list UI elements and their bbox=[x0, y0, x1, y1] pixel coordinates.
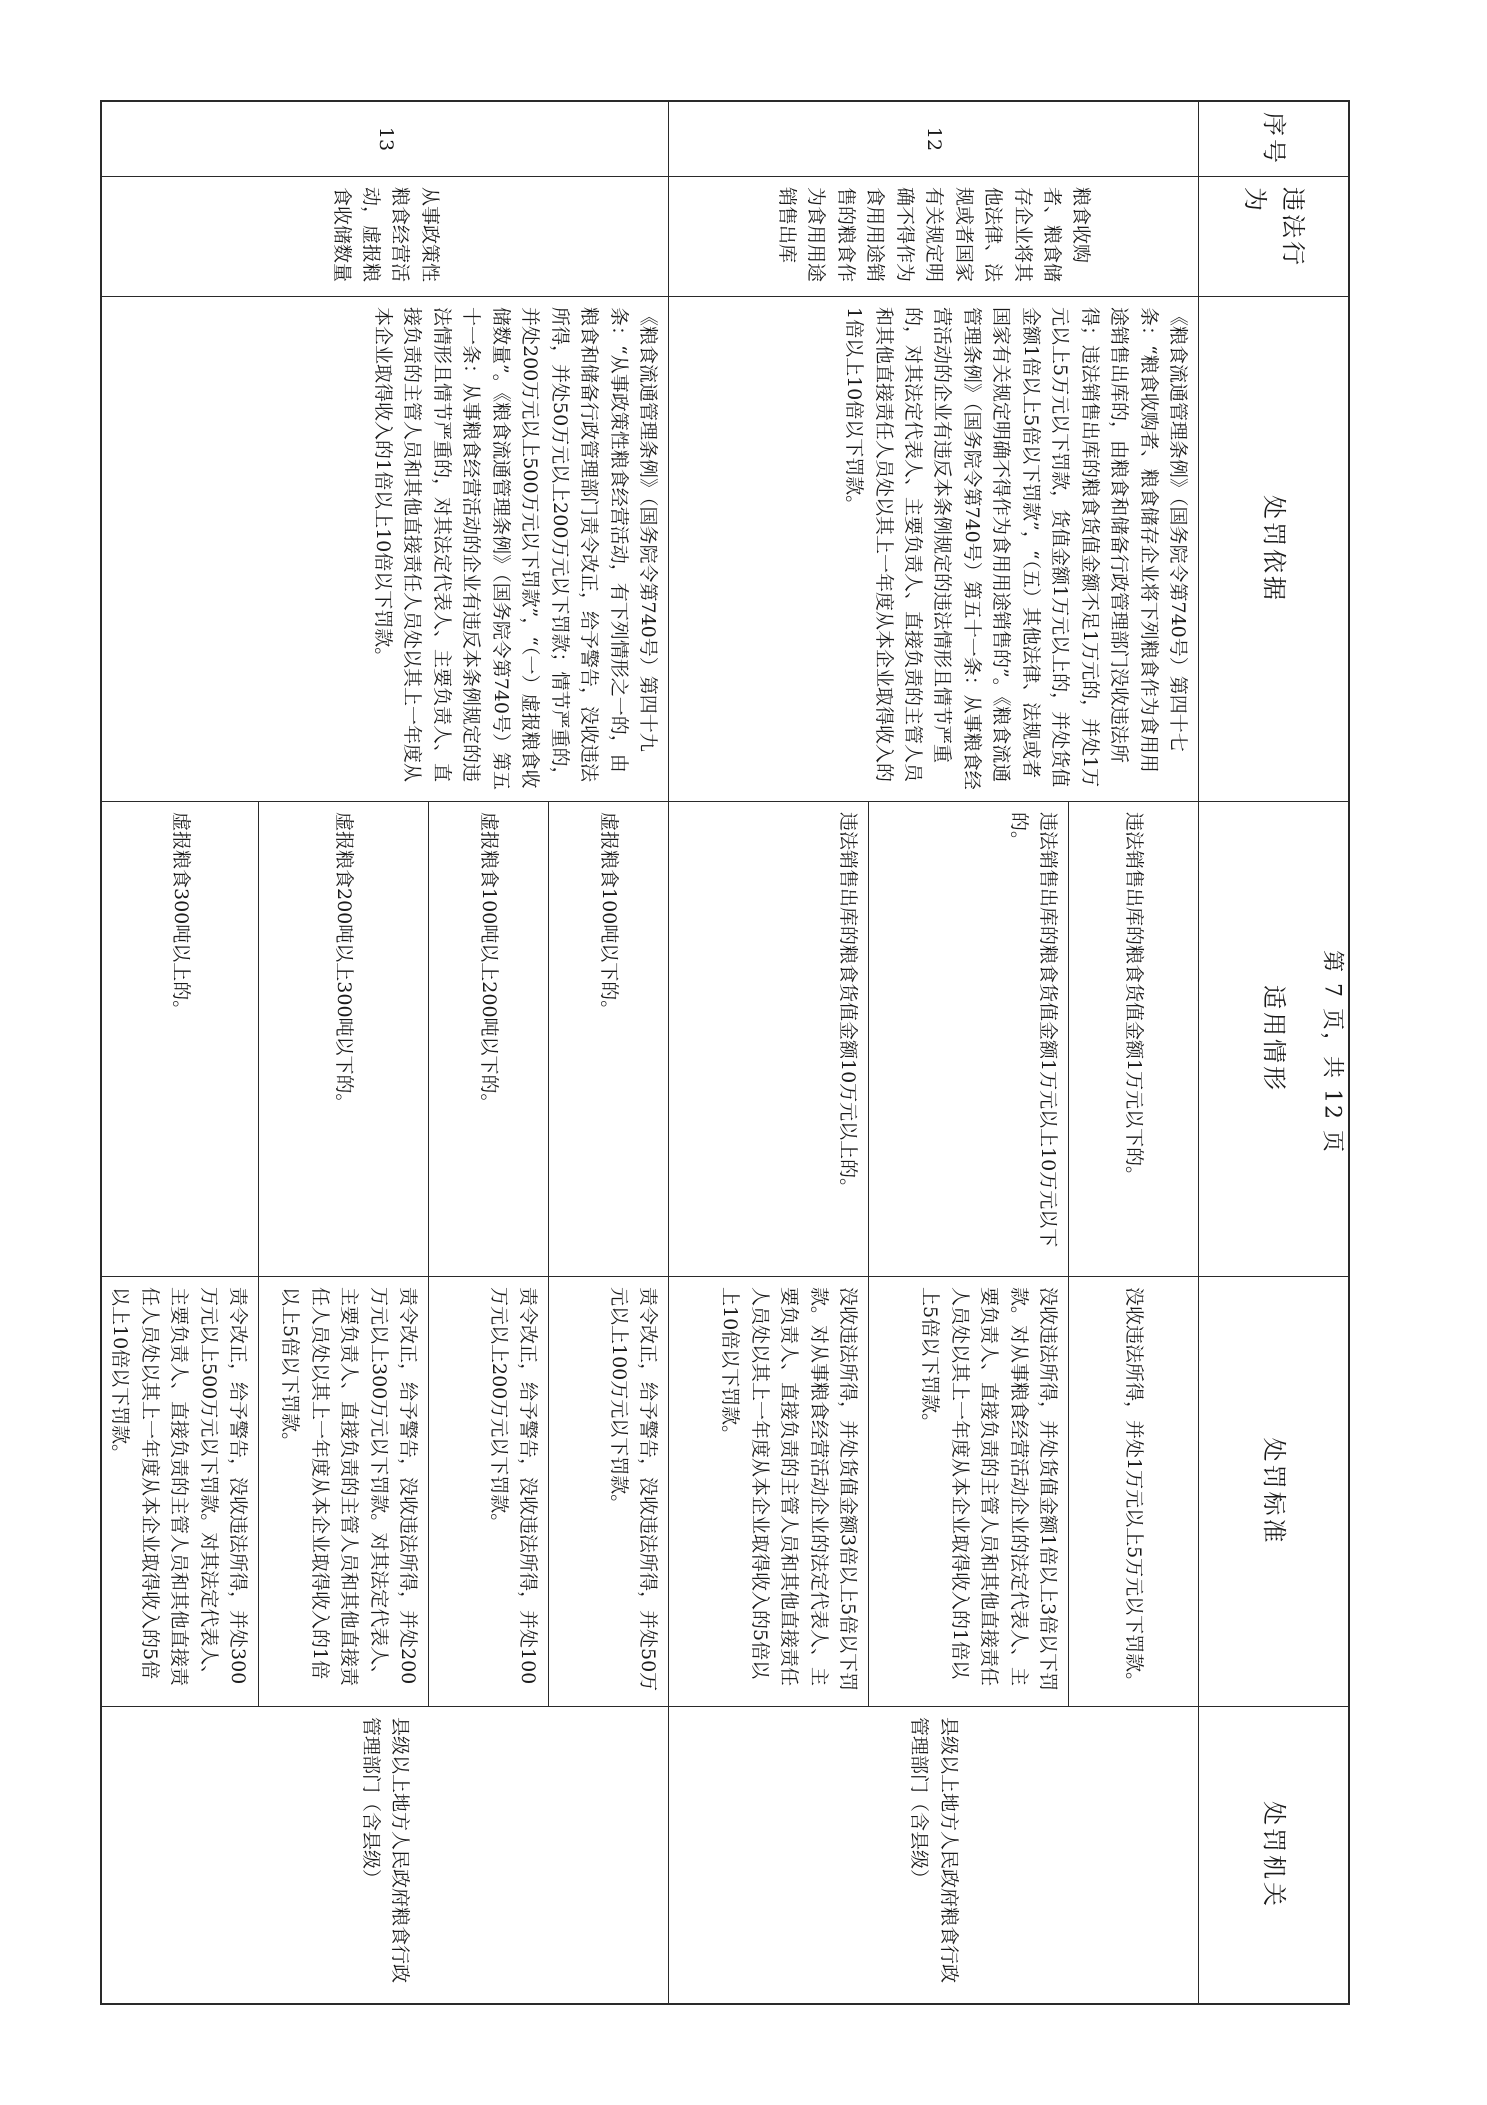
row13-standard-1: 责令改正，给予警告，没收违法所得，并处50万元以上100万元以下罚款。 bbox=[548, 1277, 668, 1707]
header-behavior: 违法行为 bbox=[1198, 177, 1348, 297]
row12-situation-3: 违法销售出库的粮食货值金额10万元以上的。 bbox=[668, 802, 868, 1277]
row13-situation-4: 虚报粮食300吨以上的。 bbox=[102, 802, 258, 1277]
penalty-table bbox=[100, 100, 1350, 2005]
row12-situation-1: 违法销售出库的粮食货值金额1万元以下的。 bbox=[1068, 802, 1198, 1277]
row13-situation-2: 虚报粮食100吨以上200吨以下的。 bbox=[428, 802, 548, 1277]
row13-standard-3: 责令改正，给予警告，没收违法所得，并处200万元以上300万元以下罚款。对其法定代表人、主要负责人、直接负责的主管人员和其他直接责任人员处以其上一年度从本企业取得收入的1倍以上5倍以下罚款。 bbox=[258, 1277, 428, 1707]
row12-behavior: 粮食收购者、粮食储存企业将其他法律、法规或者国家有关规定明确不得作为食用用途销售的粮食作为食用用途销售出库 bbox=[668, 177, 1198, 297]
row12-authority: 县级以上地方人民政府粮食行政管理部门（含县级） bbox=[668, 1707, 1198, 2003]
header-authority: 处罚机关 bbox=[1198, 1707, 1348, 2003]
row12-standard-1: 没收违法所得，并处1万元以上5万元以下罚款。 bbox=[1068, 1277, 1198, 1707]
row13-situation-3: 虚报粮食200吨以上300吨以下的。 bbox=[258, 802, 428, 1277]
row13-behavior: 从事政策性粮食经营活动，虚报粮食收储数量 bbox=[102, 177, 668, 297]
header-basis: 处罚依据 bbox=[1198, 297, 1348, 802]
row12-seq: 12 bbox=[668, 102, 1198, 177]
row13-basis: 《粮食流通管理条例》（国务院令第740号）第四十九条：“从事政策性粮食经营活动，有下列情形之一的，由粮食和储备行政管理部门责令改正，给予警告，没收违法所得，并处50万元以上200万元以下罚款；情节严重的，并处200万元以上500万元以下罚款”，“（一）虚报粮食收储数量”。《粮食流通管理条例》（国务院令第740号）第五十一条：从事粮食经营活动的企业有违反本条例规定的违法情形且情节严重的，对其法定代表人、主要负责人、直接负责的主管人员和其他直接责任人员处以其上一年度从本企业取得收入的1倍以上10倍以下罚款。 bbox=[102, 297, 668, 802]
header-seq: 序号 bbox=[1198, 102, 1348, 177]
page-number: 第 7 页，共 12 页 bbox=[1319, 950, 1345, 1154]
row13-standard-4: 责令改正，给予警告，没收违法所得，并处300万元以上500万元以下罚款。对其法定代表人、主要负责人、直接负责的主管人员和其他直接责任人员处以其上一年度从本企业取得收入的5倍以上10倍以下罚款。 bbox=[102, 1277, 258, 1707]
row12-standard-3: 没收违法所得，并处货值金额3倍以上5倍以下罚款。对从事粮食经营活动企业的法定代表人、主要负责人、直接负责的主管人员和其他直接责任人员处以其上一年度从本企业取得收入的5倍以上10倍以下罚款。 bbox=[668, 1277, 868, 1707]
row13-authority: 县级以上地方人民政府粮食行政管理部门（含县级） bbox=[360, 1717, 412, 1984]
header-standard: 处罚标准 bbox=[1198, 1277, 1348, 1707]
header-situation: 适用情形 bbox=[1198, 802, 1348, 1277]
row13-situation-1: 虚报粮食100吨以下的。 bbox=[548, 802, 668, 1277]
row12-basis: 《粮食流通管理条例》（国务院令第740号）第四十七条：“粮食收购者、粮食储存企业将下列粮食作为食用用途销售出库的，由粮食和储备行政管理部门没收违法所得；违法销售出库的粮食货值金额不足1万元的，并处1万元以上5万元以下罚款，货值金额1万元以上的，并处货值金额1倍以上5倍以下罚款”，“（五）其他法律、法规或者国家有关规定明确不得作为食用用途销售的”。《粮食流通管理条例》（国务院令第740号）第五十一条：从事粮食经营活动的企业有违反本条例规定的违法情形且情节严重的，对其法定代表人、主要负责人、直接负责的主管人员和其他直接责任人员处以其上一年度从本企业取得收入的1倍以上10倍以下罚款。 bbox=[668, 297, 1198, 802]
row13-seq: 13 bbox=[102, 102, 668, 177]
row12-situation-2: 违法销售出库的粮食货值金额1万元以上10万元以下的。 bbox=[868, 802, 1068, 1277]
row12-standard-2: 没收违法所得，并处货值金额1倍以上3倍以下罚款。对从事粮食经营活动企业的法定代表人、主要负责人、直接负责的主管人员和其他直接责任人员处以其上一年度从本企业取得收入的1倍以上5倍以下罚款。 bbox=[868, 1277, 1068, 1707]
row13-standard-2: 责令改正，给予警告，没收违法所得，并处100万元以上200万元以下罚款。 bbox=[428, 1277, 548, 1707]
